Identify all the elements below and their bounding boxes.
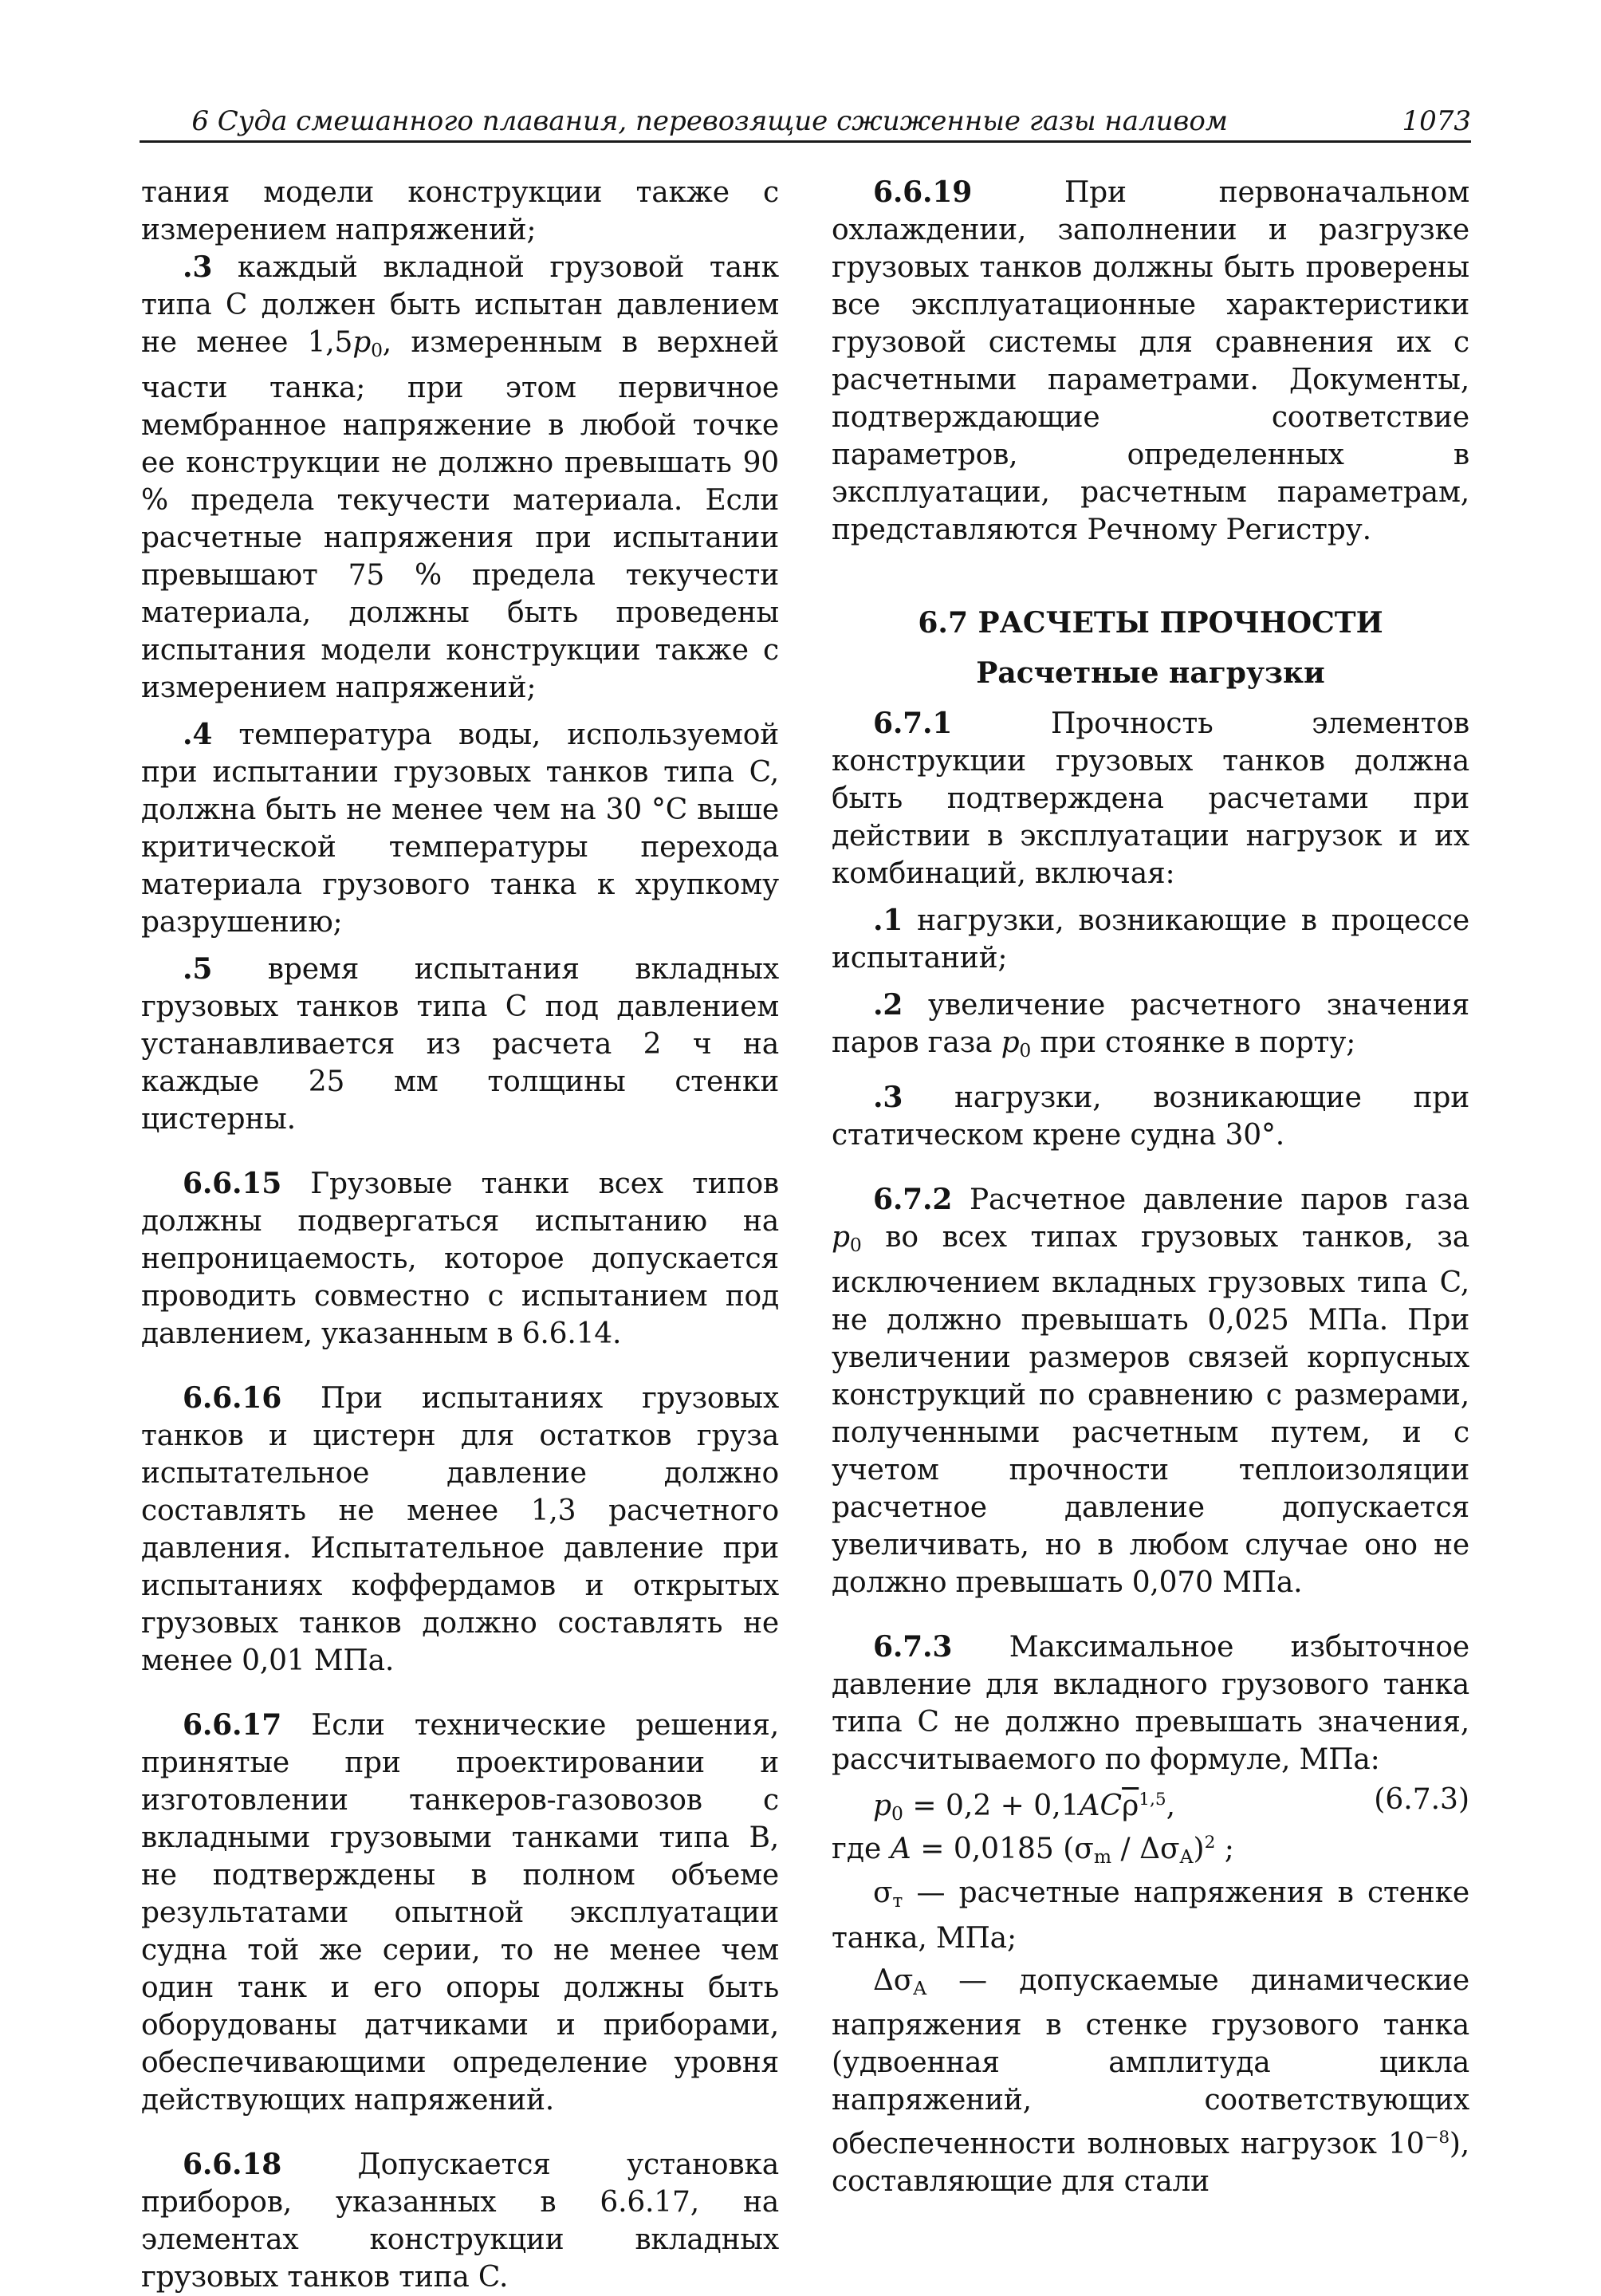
page-header (140, 105, 1471, 143)
list-item-2: .2 увеличение расчетного значения паров газа $p_0$ при стоянке в порту; (832, 988, 1469, 1061)
clause-number: 6.6.17 (183, 1707, 282, 1742)
item-number: .4 (183, 717, 213, 751)
clause-6-7-3: 6.7.3 Максимальное избыточное давление для вкладного грузового танка типа C не должно превышать значения, рассчитываемого по формуле, МПа: (832, 1629, 1469, 1776)
list-item-3: .3 нагрузки, возникающие при статическом крене судна 30°. (832, 1080, 1469, 1152)
clause-6-6-17: 6.6.17 Если технические решения, принятые при проектировании и изготовлении танкеров-газовозов с вкладными грузовыми танками типа B, не подтверждены в полном объеме результатами опытной эксплуатации судна той же серии, то не менее чем один танк и его опоры должны быть оборудованы датчиками и приборами, обеспечивающими определение уровня действующих напряжений. (141, 1707, 779, 2117)
subsection-heading: Расчетные нагрузки (976, 656, 1325, 690)
clause-6-7-1: 6.7.1 Прочность элементов конструкции грузовых танков должна быть подтверждена расчетами при действии в эксплуатации нагрузок и их комбинаций, включая: (832, 707, 1469, 890)
formula-number: (6.7.3) (1374, 1782, 1469, 1816)
section-heading: 6.7 РАСЧЕТЫ ПРОЧНОСТИ (918, 606, 1383, 640)
item-number: .3 (873, 1080, 903, 1114)
clause-6-6-19: 6.6.19 При первоначальном охлаждении, заполнении и разгрузке грузовых танков должны быть проверены все эксплуатационные характеристики грузовой системы для сравнения их с расчетными параметрами. Документы, подтверждающие соответствие параметров, определенных в эксплуатации, расчетным параметрам, представляются Речному Регистру. (832, 175, 1469, 546)
clause-6-6-15: 6.6.15 Грузовые танки всех типов должны подвергаться испытанию на непроницаемость, которое допускается проводить совместно с испытанием под давлением, указанным в 6.6.14. (141, 1166, 779, 1350)
clause-number: 6.7.2 (873, 1182, 953, 1216)
item-number: .5 (183, 951, 213, 986)
clause-6-6-16: 6.6.16 При испытаниях грузовых танков и цистерн для остатков груза испытательное давление должно составлять не менее 1,3 расчетного давления. Испытательное давление при испытаниях коффердамов и открытых грузовых танков должно составлять не менее 0,01 МПа. (141, 1380, 779, 1677)
formula-expression: $p_0 = 0,2 + 0,1AC\overline{\rho}^{1,5}$, (873, 1789, 1176, 1825)
item-number: .3 (183, 250, 213, 284)
right-column (832, 174, 1469, 2200)
definition-sigma: $\sigma_т$ — расчетные напряжения в стенке танка, МПа; (832, 1876, 1469, 1955)
list-item-3: .3 каждый вкладной грузовой танк типа C должен быть испытан давлением не менее $1,5p_0$, измеренным в верхней части танка; при этом первичное мембранное напряжение в любой точке ее конструкции не должно превышать 90 % предела текучести материала. Если расчетные напряжения при испытании превышают 75 % предела текучести материала, должны быть проведены испытания модели конструкции также с измерением напряжений; (141, 250, 779, 704)
running-title: 6 Суда смешанного плавания, перевозящие сжиженные газы наливом (191, 105, 1228, 137)
item-number: .2 (873, 988, 903, 1022)
definition-delta-sigma: $\Delta\sigma_A$ — допускаемые динамические напряжения в стенке грузового танка (удвоенная амплитуда цикла напряжений, соответствующих обеспеченности волновых нагрузок $10^{-8}$), составляющие для стали (832, 1963, 1469, 2199)
left-column (141, 174, 779, 2296)
clause-number: 6.7.1 (873, 707, 953, 740)
item-number: .1 (873, 904, 903, 937)
clause-number: 6.6.18 (183, 2147, 282, 2181)
page-number: 1073 (1402, 105, 1471, 137)
list-item-1: .1 нагрузки, возникающие в процессе испытаний; (832, 904, 1469, 975)
list-item-5: .5 время испытания вкладных грузовых танков типа C под давлением устанавливается из расчета 2 ч на каждые 25 мм толщины стенки цистерны. (141, 951, 779, 1136)
clause-number: 6.7.3 (873, 1629, 953, 1664)
paragraph: тания модели конструкции также с измерением напряжений; (141, 176, 779, 246)
clause-number: 6.6.15 (183, 1166, 282, 1200)
clause-number: 6.6.19 (873, 175, 973, 209)
clause-6-6-18: 6.6.18 Допускается установка приборов, указанных в 6.6.17, на элементах конструкции вкладных грузовых танков типа C. (141, 2147, 779, 2294)
list-item-4: .4 температура воды, используемой при испытании грузовых танков типа C, должна быть не менее чем на 30 °C выше критической температуры перехода материала грузового танка к хрупкому разрушению; (141, 717, 779, 939)
formula-where: где A = 0,0185 $(\sigma_m / \Delta\sigma_A)^2$ ; (832, 1832, 1234, 1868)
clause-6-7-2: 6.7.2 Расчетное давление паров газа $p_0$ во всех типах грузовых танков, за исключением вкладных грузовых типа C, не должно превышать 0,025 МПа. При увеличении размеров связей корпусных конструкций по сравнению с размерами, полученными расчетным путем, и с учетом прочности теплоизоляции расчетное давление допускается увеличивать, но в любом случае оно не должно превышать 0,070 МПа. (832, 1182, 1469, 1599)
formula-6-7-3 (832, 1778, 1469, 1825)
clause-number: 6.6.16 (183, 1380, 282, 1415)
